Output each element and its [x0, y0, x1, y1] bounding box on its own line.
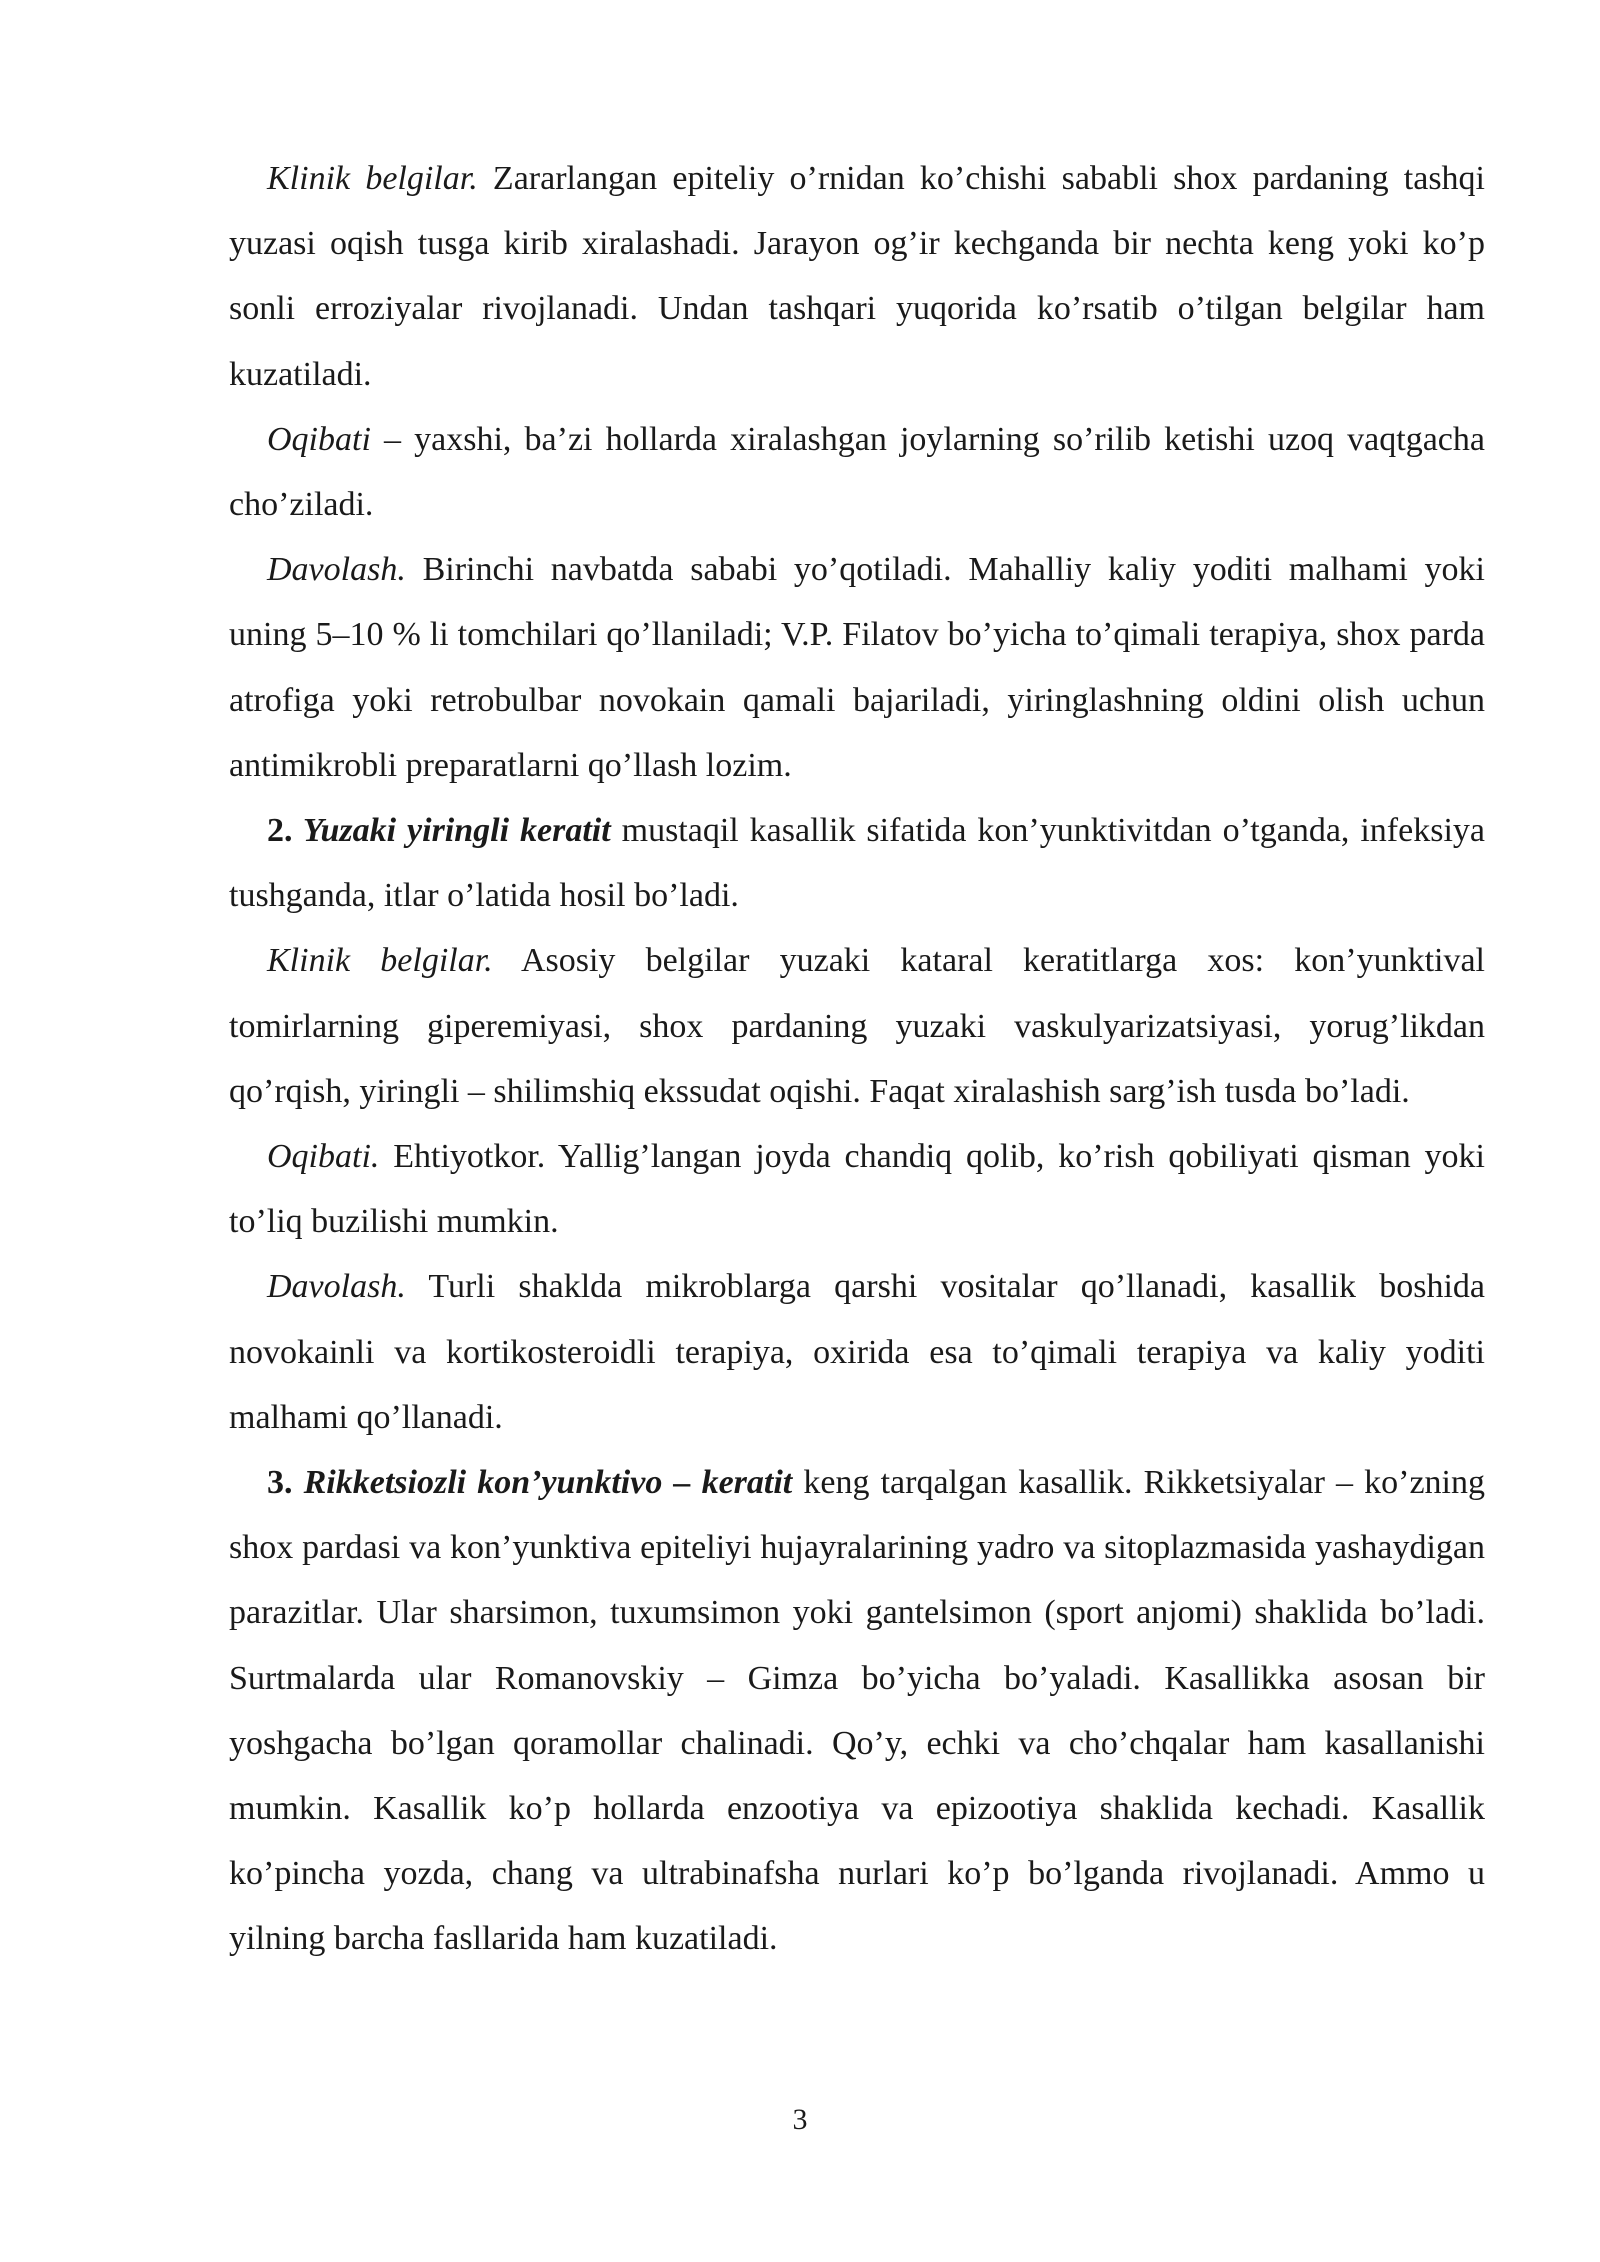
paragraph-lead: Davolash.	[267, 1268, 406, 1306]
section-title: Yuzaki yiringli keratit	[292, 812, 611, 850]
paragraph-treatment-2	[229, 1254, 1485, 1450]
paragraph-lead: Klinik belgilar.	[267, 160, 478, 197]
page-body	[229, 146, 1485, 1972]
paragraph-text: – yaxshi, ba’zi hollarda xiralashgan joylarning so’rilib ketishi uzoq vaqtgacha cho’ziladi.	[229, 420, 1485, 524]
section-title: Rikketsiozli kon’yunktivo – keratit	[292, 1464, 793, 1502]
section-heading-3	[229, 1450, 1485, 1972]
paragraph-lead: Klinik belgilar.	[267, 942, 493, 980]
paragraph-lead: Davolash.	[267, 551, 406, 589]
paragraph-text: Zararlangan epiteliy o’rnidan ko’chishi sababli shox pardaning tashqi yuzasi oqish tusga kirib xiralashadi. Jarayon og’ir kechganda bir nechta keng yoki ko’p sonli erroziyalar rivojlanadi. Undan tashqari yuqorida ko’rsatib o’tilgan belgilar ham kuzatiladi.	[229, 160, 1485, 393]
paragraph-treatment-1	[229, 537, 1485, 798]
page-number: 3	[792, 2103, 808, 2136]
paragraph-text: Ehtiyotkor. Yallig’langan joyda chandiq qolib, ko’rish qobiliyati qisman yoki to’liq buzilishi mumkin.	[229, 1138, 1485, 1241]
paragraph-text: mustaqil kasallik sifatida kon’yunktivitdan o’tganda, infeksiya tushganda, itlar o’latida hosil bo’ladi.	[229, 812, 1485, 915]
paragraph-lead: Oqibati	[267, 420, 371, 458]
paragraph-clinical-signs-2	[229, 928, 1485, 1124]
paragraph-text: Asosiy belgilar yuzaki kataral keratitlarga xos: kon’yunktival tomirlarning giperemiyasi, shox pardaning yuzaki vaskulyarizatsiyasi, yorug’likdan qo’rqish, yiringli – shilimshiq ekssudat oqishi. Faqat xiralashish sarg’ish tusda bo’ladi.	[229, 942, 1486, 1110]
paragraph-clinical-signs-1	[229, 146, 1485, 407]
paragraph-text: Birinchi navbatda sababi yo’qotiladi. Mahalliy kaliy yoditi malhami yoki uning 5–10 % li tomchilari qo’llaniladi; V.P. Filatov bo’yicha to’qimali terapiya, shox parda atrofiga yoki retrobulbar novokain qamali bajariladi, yiringlashning oldini olish uchun antimikrobli preparatlarni qo’llash lozim.	[229, 551, 1485, 784]
section-heading-2	[229, 798, 1485, 928]
paragraph-text: keng tarqalgan kasallik. Rikketsiyalar – ko’zning shox pardasi va kon’yunktiva epiteliyi hujayralarining yadro va sitoplazmasida yashaydigan parazitlar. Ular sharsimon, tuxumsimon yoki gantelsimon (sport anjomi) shaklida bo’ladi. Surtmalarda ular Romanovskiy – Gimza bo’yicha bo’yaladi. Kasallikka asosan bir yoshgacha bo’lgan qoramollar chalinadi. Qo’y, echki va cho’chqalar ham kasallanishi mumkin. Kasallik ko’p hollarda enzootiya va epizootiya shaklida kechadi. Kasallik ko’pincha yozda, chang va ultrabinafsha nurlari ko’p bo’lganda rivojlanadi. Ammo u yilning barcha fasllarida ham kuzatiladi.	[229, 1464, 1486, 1958]
section-number: 3.	[267, 1464, 293, 1502]
paragraph-outcome-2	[229, 1124, 1485, 1254]
paragraph-text: Turli shaklda mikroblarga qarshi vositalar qo’llanadi, kasallik boshida novokainli va kortikosteroidli terapiya, oxirida esa to’qimali terapiya va kaliy yoditi malhami qo’llanadi.	[229, 1268, 1485, 1436]
paragraph-outcome-1	[229, 407, 1485, 537]
paragraph-lead: Oqibati.	[267, 1138, 380, 1176]
section-number: 2.	[267, 812, 293, 850]
